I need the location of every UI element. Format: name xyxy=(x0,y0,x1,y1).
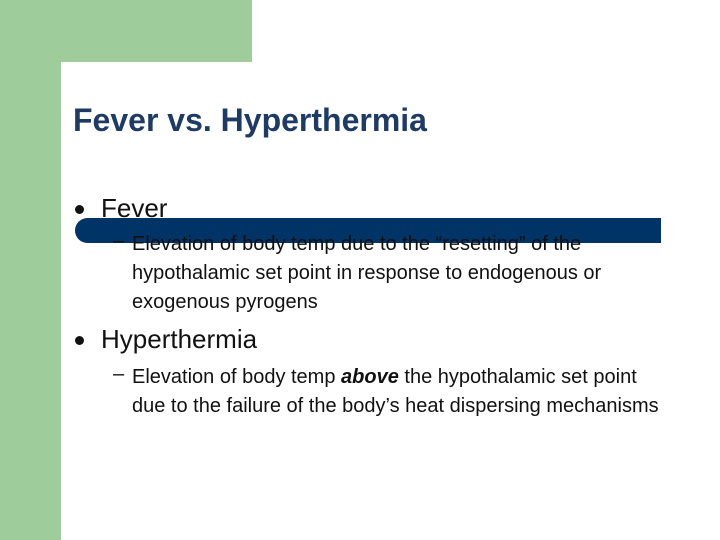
hyperthermia-description xyxy=(132,363,672,421)
sub-bullet-dash: – xyxy=(113,230,125,252)
slide-title: Fever vs. Hyperthermia xyxy=(73,102,427,138)
description-emphasis: above xyxy=(341,366,399,388)
bullet-heading-hyperthermia: Hyperthermia xyxy=(101,324,258,354)
bullet-heading-fever: Fever xyxy=(101,193,168,223)
disc-bullet-icon xyxy=(75,336,84,345)
description-text-before: Elevation of body temp xyxy=(132,366,342,388)
fever-description: Elevation of body temp due to the “resetting” of the hypothalamic set point in response to endogenous or exogenous pyrogens xyxy=(132,233,602,313)
sub-bullet-dash: – xyxy=(113,363,125,385)
disc-bullet-icon xyxy=(75,205,84,214)
description-text-after: the hypothalamic set point due to the failure of the body’s heat dispersing mechanisms xyxy=(132,366,659,417)
accent-left-bar xyxy=(0,0,61,540)
